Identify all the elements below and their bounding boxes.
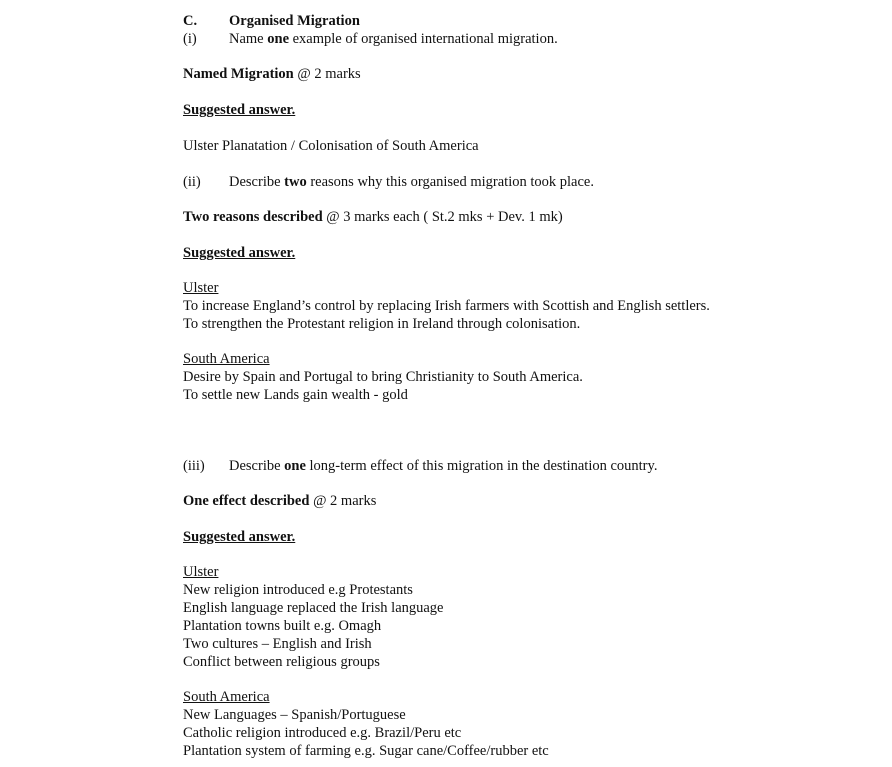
list-item: Conflict between religious groups: [183, 654, 380, 670]
question-i: [183, 30, 558, 48]
list-item: To strengthen the Protestant religion in Ireland through colonisation.: [183, 316, 581, 332]
list-item: Desire by Spain and Portugal to bring Christianity to South America.: [183, 369, 583, 385]
section-title: Organised Migration: [229, 13, 360, 29]
question-i-label: (i): [183, 31, 197, 47]
question-ii: [183, 173, 594, 191]
suggested-answer-heading-iii: Suggested answer.: [183, 529, 296, 545]
list-item: To increase England’s control by replacing Irish farmers with Scottish and English settlers.: [183, 298, 710, 314]
question-ii-text: Describe two reasons why this organised migration took place.: [229, 174, 594, 190]
list-item: New religion introduced e.g Protestants: [183, 582, 413, 598]
marking-ii: Two reasons described @ 3 marks each ( St.2 mks + Dev. 1 mk): [183, 209, 563, 225]
list-item: Two cultures – English and Irish: [183, 636, 372, 652]
list-item: English language replaced the Irish language: [183, 600, 444, 616]
list-item: Plantation system of farming e.g. Sugar cane/Coffee/rubber etc: [183, 743, 549, 759]
suggested-answer-heading-i: Suggested answer.: [183, 102, 296, 118]
answer-i: Ulster Planatation / Colonisation of South America: [183, 138, 479, 154]
list-item: Plantation towns built e.g. Omagh: [183, 618, 382, 634]
section-heading: [183, 12, 360, 30]
marking-i: Named Migration @ 2 marks: [183, 66, 361, 82]
question-iii: [183, 457, 658, 475]
list-item: To settle new Lands gain wealth - gold: [183, 387, 408, 403]
suggested-answer-heading-ii: Suggested answer.: [183, 245, 296, 261]
ulster-heading-iii: Ulster: [183, 564, 219, 580]
list-item: New Languages – Spanish/Portuguese: [183, 707, 406, 723]
south-america-heading-ii: South America: [183, 351, 270, 367]
question-ii-label: (ii): [183, 174, 201, 190]
question-i-text: Name one example of organised international migration.: [229, 31, 558, 47]
ulster-heading-ii: Ulster: [183, 280, 219, 296]
south-america-heading-iii: South America: [183, 689, 270, 705]
question-iii-label: (iii): [183, 458, 205, 474]
question-iii-text: Describe one long-term effect of this migration in the destination country.: [229, 458, 658, 474]
list-item: Catholic religion introduced e.g. Brazil/Peru etc: [183, 725, 462, 741]
marking-iii: One effect described @ 2 marks: [183, 493, 377, 509]
section-letter: C.: [183, 13, 198, 29]
